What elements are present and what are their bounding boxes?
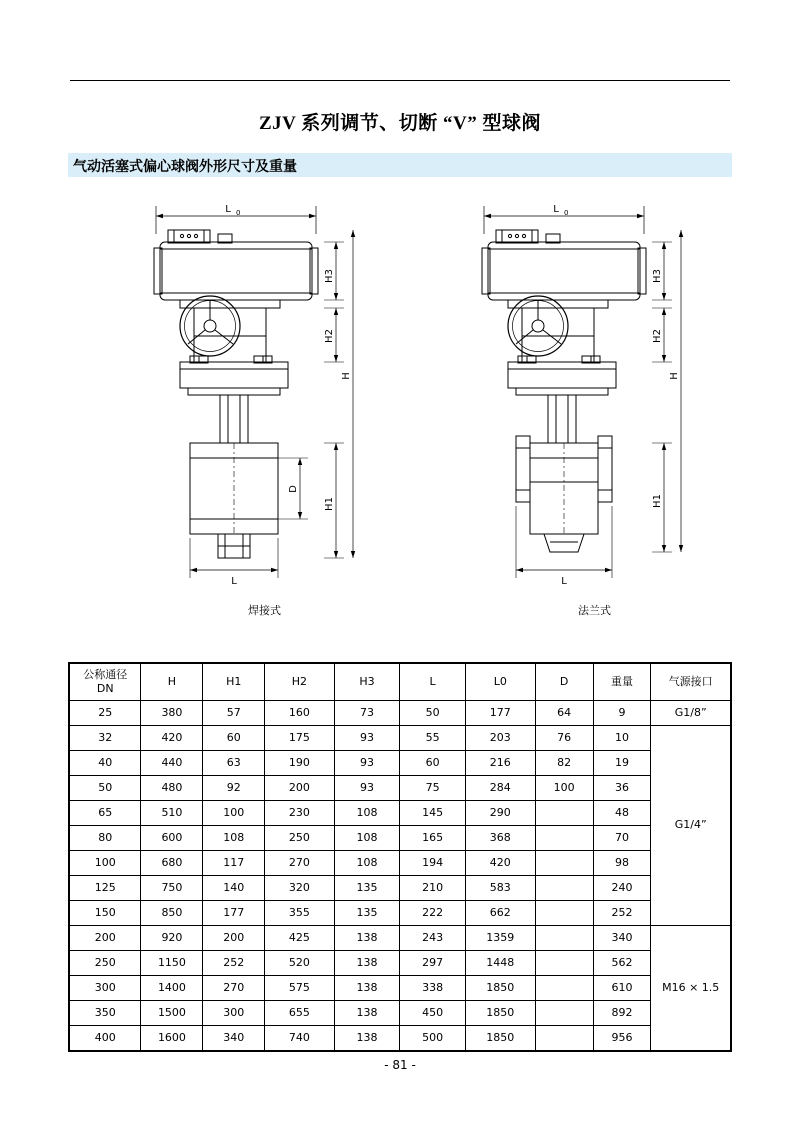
- svg-text:H3: H3: [652, 269, 663, 283]
- cell-h: 440: [141, 751, 203, 776]
- cell-weight: 9: [593, 701, 651, 726]
- cell-dn: 150: [69, 901, 141, 926]
- cell-l: 450: [400, 1001, 466, 1026]
- cell-dn: 100: [69, 851, 141, 876]
- cell-weight: 562: [593, 951, 651, 976]
- cell-h3: 138: [334, 951, 400, 976]
- cell-d: 64: [535, 701, 593, 726]
- page-number: - 81 -: [384, 1058, 416, 1072]
- figure-caption-flanged: 法兰式: [578, 604, 611, 617]
- cell-h3: 108: [334, 826, 400, 851]
- cell-l0: 368: [465, 826, 535, 851]
- cell-h3: 138: [334, 1001, 400, 1026]
- cell-weight: 252: [593, 901, 651, 926]
- cell-l: 222: [400, 901, 466, 926]
- svg-text:H1: H1: [324, 497, 335, 511]
- cell-h1: 270: [203, 976, 265, 1001]
- cell-l0: 177: [465, 701, 535, 726]
- cell-h: 920: [141, 926, 203, 951]
- figure-flanged: [482, 204, 683, 587]
- cell-dn: 40: [69, 751, 141, 776]
- table-row: [69, 926, 731, 951]
- svg-text:L: L: [561, 576, 567, 587]
- cell-h3: 138: [334, 926, 400, 951]
- cell-h3: 93: [334, 726, 400, 751]
- cell-d: 82: [535, 751, 593, 776]
- cell-dn: 300: [69, 976, 141, 1001]
- cell-h: 1150: [141, 951, 203, 976]
- cell-h1: 92: [203, 776, 265, 801]
- th-dn: [69, 663, 141, 701]
- cell-h2: 250: [265, 826, 335, 851]
- cell-dn: 65: [69, 801, 141, 826]
- table-body: [69, 701, 731, 1052]
- cell-l: 50: [400, 701, 466, 726]
- cell-h2: 270: [265, 851, 335, 876]
- figure-area: [68, 186, 732, 626]
- table-row: [69, 1026, 731, 1052]
- svg-text:H3: H3: [324, 269, 335, 283]
- cell-l0: 1850: [465, 976, 535, 1001]
- table-row: [69, 976, 731, 1001]
- valve-drawings: [68, 186, 732, 626]
- table-row: [69, 876, 731, 901]
- cell-l0: 583: [465, 876, 535, 901]
- cell-h2: 175: [265, 726, 335, 751]
- cell-d: [535, 826, 593, 851]
- cell-h2: 740: [265, 1026, 335, 1052]
- th-h: H: [141, 663, 203, 701]
- cell-weight: 956: [593, 1026, 651, 1052]
- cell-h1: 177: [203, 901, 265, 926]
- figure-caption-welded: 焊接式: [248, 604, 281, 617]
- cell-l0: 203: [465, 726, 535, 751]
- cell-h3: 138: [334, 1026, 400, 1052]
- cell-d: [535, 901, 593, 926]
- cell-d: [535, 801, 593, 826]
- cell-d: [535, 1026, 593, 1052]
- cell-h1: 140: [203, 876, 265, 901]
- svg-text:H1: H1: [652, 494, 663, 508]
- cell-l0: 662: [465, 901, 535, 926]
- cell-dn: 350: [69, 1001, 141, 1026]
- cell-h: 850: [141, 901, 203, 926]
- cell-l0: 1850: [465, 1026, 535, 1052]
- cell-h2: 230: [265, 801, 335, 826]
- th-h3: H3: [334, 663, 400, 701]
- cell-l: 210: [400, 876, 466, 901]
- header-rule: [70, 80, 730, 81]
- table-row: [69, 851, 731, 876]
- th-l: L: [400, 663, 466, 701]
- cell-l: 60: [400, 751, 466, 776]
- cell-air-connection: G1/4”: [651, 726, 731, 926]
- table-row: [69, 801, 731, 826]
- cell-h: 510: [141, 801, 203, 826]
- cell-weight: 70: [593, 826, 651, 851]
- cell-h2: 160: [265, 701, 335, 726]
- cell-l: 194: [400, 851, 466, 876]
- cell-h1: 252: [203, 951, 265, 976]
- th-air-connection: 气源接口: [651, 663, 731, 701]
- cell-dn: 32: [69, 726, 141, 751]
- cell-l: 243: [400, 926, 466, 951]
- section-heading-label: 气动活塞式偏心球阀外形尺寸及重量: [73, 159, 297, 175]
- cell-h3: 138: [334, 976, 400, 1001]
- svg-text:H2: H2: [324, 329, 335, 343]
- cell-h2: 655: [265, 1001, 335, 1026]
- dimension-weight-table: [68, 662, 732, 1052]
- cell-l0: 1448: [465, 951, 535, 976]
- cell-d: 100: [535, 776, 593, 801]
- cell-h2: 520: [265, 951, 335, 976]
- cell-dn: 125: [69, 876, 141, 901]
- table-row: [69, 701, 731, 726]
- cell-h1: 300: [203, 1001, 265, 1026]
- cell-h1: 200: [203, 926, 265, 951]
- table-row: [69, 901, 731, 926]
- th-dn-line2: DN: [96, 682, 114, 695]
- svg-text:L: L: [225, 204, 231, 215]
- cell-weight: 19: [593, 751, 651, 776]
- section-heading-band: [68, 153, 732, 177]
- cell-h: 1400: [141, 976, 203, 1001]
- cell-h3: 135: [334, 901, 400, 926]
- cell-weight: 892: [593, 1001, 651, 1026]
- cell-h: 1600: [141, 1026, 203, 1052]
- cell-l: 165: [400, 826, 466, 851]
- cell-h2: 575: [265, 976, 335, 1001]
- cell-h: 750: [141, 876, 203, 901]
- cell-air-connection: M16 × 1.5: [651, 926, 731, 1052]
- cell-h3: 93: [334, 751, 400, 776]
- cell-h: 480: [141, 776, 203, 801]
- svg-text:H: H: [341, 372, 352, 380]
- cell-weight: 98: [593, 851, 651, 876]
- cell-h3: 93: [334, 776, 400, 801]
- cell-weight: 48: [593, 801, 651, 826]
- cell-d: [535, 976, 593, 1001]
- cell-l0: 290: [465, 801, 535, 826]
- svg-text:H: H: [669, 372, 680, 380]
- cell-dn: 25: [69, 701, 141, 726]
- cell-h2: 425: [265, 926, 335, 951]
- cell-dn: 400: [69, 1026, 141, 1052]
- cell-h3: 108: [334, 801, 400, 826]
- cell-dn: 80: [69, 826, 141, 851]
- cell-weight: 240: [593, 876, 651, 901]
- th-h1: H1: [203, 663, 265, 701]
- cell-h1: 340: [203, 1026, 265, 1052]
- cell-dn: 50: [69, 776, 141, 801]
- cell-h3: 108: [334, 851, 400, 876]
- cell-h: 600: [141, 826, 203, 851]
- th-weight: 重量: [593, 663, 651, 701]
- th-d: D: [535, 663, 593, 701]
- cell-weight: 10: [593, 726, 651, 751]
- svg-text:0: 0: [236, 209, 241, 217]
- cell-d: [535, 876, 593, 901]
- cell-h2: 200: [265, 776, 335, 801]
- table-row: [69, 776, 731, 801]
- cell-weight: 36: [593, 776, 651, 801]
- th-h2: H2: [265, 663, 335, 701]
- cell-d: [535, 851, 593, 876]
- svg-text:0: 0: [564, 209, 569, 217]
- cell-h1: 63: [203, 751, 265, 776]
- handwheel: [180, 296, 240, 356]
- cell-h: 420: [141, 726, 203, 751]
- cell-weight: 610: [593, 976, 651, 1001]
- cell-l: 500: [400, 1026, 466, 1052]
- svg-text:D: D: [288, 485, 299, 493]
- table-row: [69, 1001, 731, 1026]
- cell-h1: 100: [203, 801, 265, 826]
- cell-d: 76: [535, 726, 593, 751]
- table-row: [69, 951, 731, 976]
- cell-l0: 284: [465, 776, 535, 801]
- cell-h1: 117: [203, 851, 265, 876]
- cell-h2: 355: [265, 901, 335, 926]
- cell-h3: 73: [334, 701, 400, 726]
- svg-text:H2: H2: [652, 329, 663, 343]
- cell-l0: 1850: [465, 1001, 535, 1026]
- cell-h1: 57: [203, 701, 265, 726]
- figure-welded: [154, 204, 355, 587]
- cell-h2: 320: [265, 876, 335, 901]
- cell-l: 145: [400, 801, 466, 826]
- table-row: [69, 751, 731, 776]
- table-row: [69, 726, 731, 751]
- cell-l0: 1359: [465, 926, 535, 951]
- cell-h: 380: [141, 701, 203, 726]
- cell-dn: 250: [69, 951, 141, 976]
- page-title: ZJV 系列调节、切断 “V” 型球阀: [258, 113, 542, 134]
- cell-h: 1500: [141, 1001, 203, 1026]
- svg-text:L: L: [553, 204, 559, 215]
- cell-l: 338: [400, 976, 466, 1001]
- cell-l0: 420: [465, 851, 535, 876]
- cell-h1: 108: [203, 826, 265, 851]
- table-row: [69, 826, 731, 851]
- svg-text:L: L: [231, 576, 237, 587]
- th-l0: L0: [465, 663, 535, 701]
- cell-dn: 200: [69, 926, 141, 951]
- spec-table-wrap: [68, 662, 732, 1052]
- cell-l: 297: [400, 951, 466, 976]
- cell-weight: 340: [593, 926, 651, 951]
- cell-l: 55: [400, 726, 466, 751]
- cell-d: [535, 951, 593, 976]
- th-dn-line1: 公称通径: [83, 668, 128, 682]
- cell-d: [535, 926, 593, 951]
- cell-l0: 216: [465, 751, 535, 776]
- cell-h: 680: [141, 851, 203, 876]
- table-header-row: [69, 663, 731, 701]
- cell-h1: 60: [203, 726, 265, 751]
- cell-d: [535, 1001, 593, 1026]
- cell-air-connection: G1/8”: [651, 701, 731, 726]
- cell-h3: 135: [334, 876, 400, 901]
- cell-h2: 190: [265, 751, 335, 776]
- handwheel: [508, 296, 568, 356]
- cell-l: 75: [400, 776, 466, 801]
